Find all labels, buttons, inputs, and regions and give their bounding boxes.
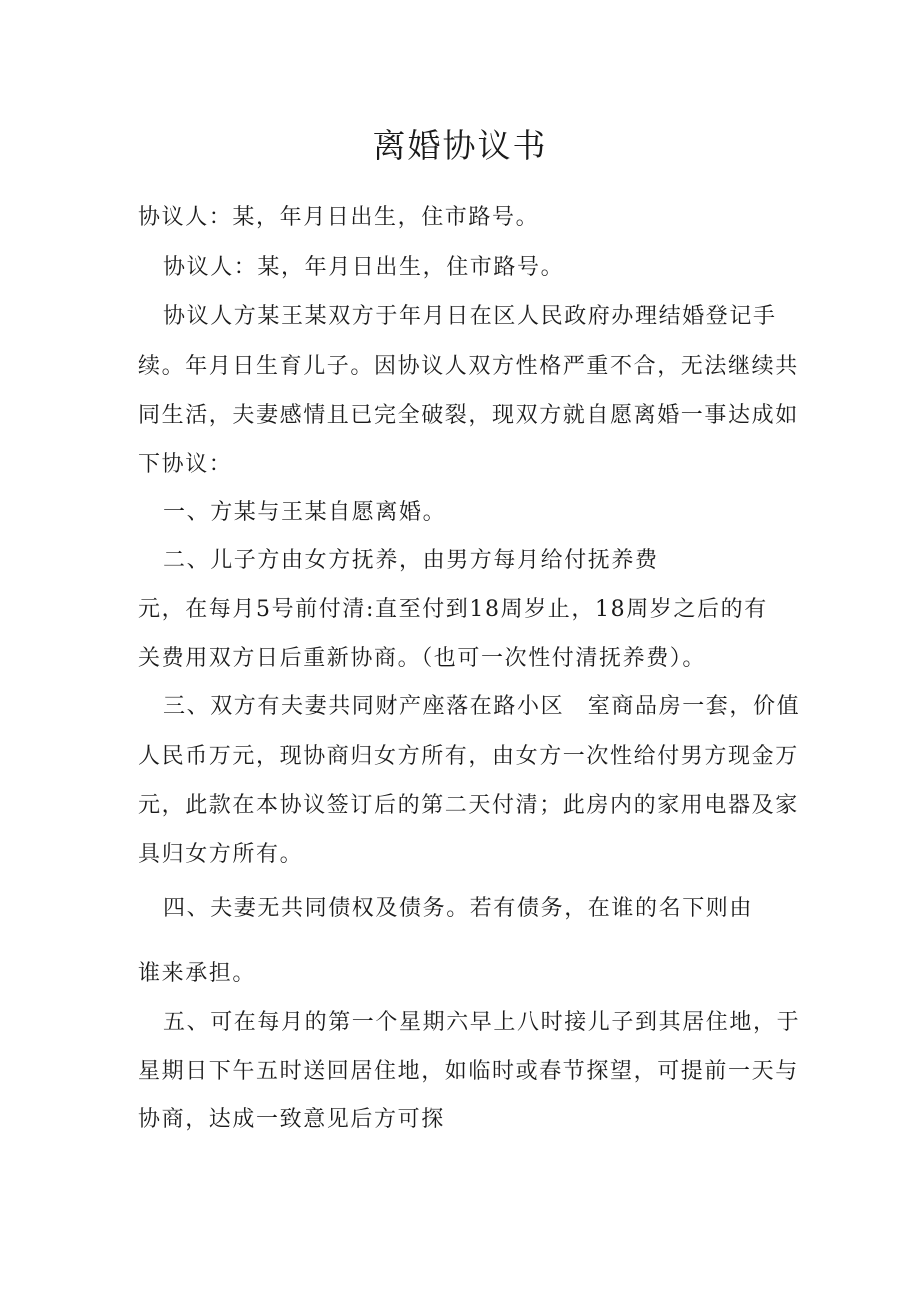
- clause-2-line: 元，在每月5号前付清:直至付到18周岁止，18周岁之后的有: [138, 597, 768, 622]
- paragraph-line: 协议人方某王某双方于年月日在区人民政府办理结婚登记手: [163, 304, 777, 329]
- paragraph-line: 续。年月日生育儿子。因协议人双方性格严重不合，无法继续共: [138, 354, 799, 379]
- party-line-1: 协议人：某，年月日出生，住市路号。: [138, 205, 540, 230]
- clause-4-line: 四、夫妻无共同债权及债务。若有债务，在谁的名下则由: [163, 896, 754, 921]
- party-line-2: 协议人：某，年月日出生，住市路号。: [163, 255, 565, 280]
- clause-1-line: 一、方某与王某自愿离婚。: [163, 500, 447, 525]
- clause-3-line: 人民币万元，现协商归女方所有，由女方一次性给付男方现金万: [138, 744, 799, 769]
- clause-3-line: 三、双方有夫妻共同财产座落在路小区 室商品房一套，价值: [163, 694, 801, 719]
- clause-5-line: 五、可在每月的第一个星期六早上八时接儿子到其居住地，于: [163, 1010, 801, 1035]
- clause-5-line: 协商，达成一致意见后方可探: [138, 1107, 445, 1132]
- paragraph-line: 下协议：: [138, 452, 233, 477]
- clause-3-line: 元，此款在本协议签订后的第二天付清；此房内的家用电器及家: [138, 793, 799, 818]
- clause-5-line: 星期日下午五时送回居住地，如临时或春节探望，可提前一天与: [138, 1059, 799, 1084]
- clause-2-line: 二、儿子方由女方抚养，由男方每月给付抚养费: [163, 548, 659, 573]
- document-title: 离婚协议书: [372, 126, 548, 165]
- clause-3-line: 具归女方所有。: [138, 842, 304, 867]
- clause-2-line: 关费用双方日后重新协商。（也可一次性付清抚养费）。: [138, 646, 707, 671]
- paragraph-line: 同生活，夫妻感情且已完全破裂，现双方就自愿离婚一事达成如: [138, 403, 799, 428]
- clause-4-line: 谁来承担。: [138, 961, 257, 986]
